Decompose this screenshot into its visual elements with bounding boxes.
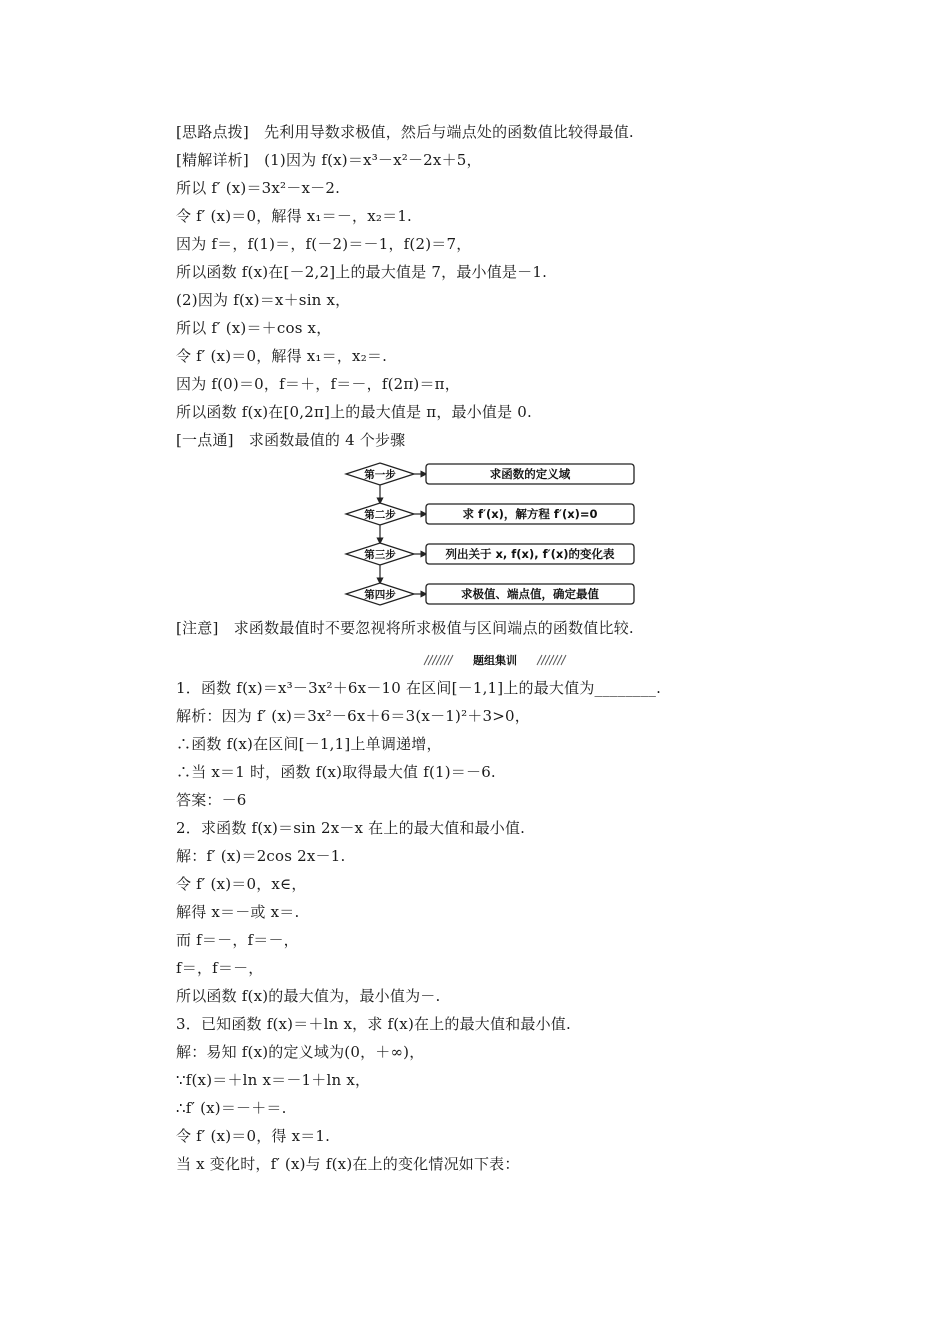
flow-step-2 xyxy=(346,503,634,525)
exercise-line: 令 f′ (x)＝0，x∈， xyxy=(176,875,307,893)
exercise-line: ∴当 x＝1 时，函数 f(x)取得最大值 f(1)＝－6. xyxy=(176,763,496,781)
exercise-line: 令 f′ (x)＝0，得 x＝1. xyxy=(176,1127,331,1145)
exercise-line: 解得 x＝－或 x＝. xyxy=(176,903,300,921)
exercise-line: 解：易知 f(x)的定义域为(0，＋∞)， xyxy=(176,1043,425,1061)
banner-title: 题组集训 xyxy=(473,654,517,667)
exercise-line: ∴f′ (x)＝－＋＝. xyxy=(176,1099,287,1117)
step-action: 求极值、端点值，确定最值 xyxy=(461,587,599,601)
step-label: 第三步 xyxy=(364,549,396,561)
tip-heading: [一点通] 求函数最值的 4 个步骤 xyxy=(176,431,406,449)
exercise-line: 解：f′ (x)＝2cos 2x－1. xyxy=(176,847,346,865)
solution-line: 所以 f′ (x)＝3x²－x－2. xyxy=(176,179,341,197)
steps-flowchart xyxy=(344,460,638,610)
exercise-line: 答案：－6 xyxy=(176,791,247,809)
solution-line: 所以函数 f(x)在[0,2π]上的最大值是 π，最小值是 0. xyxy=(176,403,533,421)
solution-line: [精解详析] (1)因为 f(x)＝x³－x²－2x＋5， xyxy=(176,151,482,169)
solution-line: 因为 f(0)＝0，f＝＋，f＝－，f(2π)＝π， xyxy=(176,375,460,393)
step-label: 第二步 xyxy=(364,509,396,521)
hint-line: [思路点拨] 先利用导数求极值，然后与端点处的函数值比较得最值. xyxy=(176,123,634,141)
step-action: 求函数的定义域 xyxy=(489,467,571,481)
solution-line: 所以函数 f(x)在[－2,2]上的最大值是 7，最小值是－1. xyxy=(176,263,548,281)
exercise-line: f＝，f＝－， xyxy=(176,959,264,977)
exercise-line: 而 f＝－，f＝－， xyxy=(176,931,299,949)
exercise-line: 所以函数 f(x)的最大值为，最小值为－. xyxy=(176,987,441,1005)
solution-line: 令 f′ (x)＝0，解得 x₁＝－，x₂＝1. xyxy=(176,207,413,225)
solution-line: 令 f′ (x)＝0，解得 x₁＝，x₂＝. xyxy=(176,347,388,365)
exercise-line: 当 x 变化时，f′ (x)与 f(x)在上的变化情况如下表： xyxy=(176,1155,520,1173)
section-banner xyxy=(0,650,950,670)
step-label: 第一步 xyxy=(364,469,396,481)
step-label: 第四步 xyxy=(364,589,396,601)
exercise-line: 1．函数 f(x)＝x³－3x²＋6x－10 在区间[－1,1]上的最大值为________. xyxy=(176,679,662,697)
exercise-line: 解析：因为 f′ (x)＝3x²－6x＋6＝3(x－1)²＋3>0， xyxy=(176,707,530,725)
flow-step-1 xyxy=(346,463,634,485)
note-line: [注意] 求函数最值时不要忽视将所求极值与区间端点的函数值比较. xyxy=(176,619,634,637)
flow-step-4 xyxy=(346,583,634,605)
solution-line: 因为 f＝，f(1)＝，f(－2)＝－1，f(2)＝7， xyxy=(176,235,472,253)
exercise-line: 3．已知函数 f(x)＝＋ln x，求 f(x)在上的最大值和最小值. xyxy=(176,1015,571,1033)
exercise-line: 2．求函数 f(x)＝sin 2x－x 在上的最大值和最小值. xyxy=(176,819,526,837)
exercise-line: ∴函数 f(x)在区间[－1,1]上单调递增， xyxy=(176,735,442,753)
solution-line: (2)因为 f(x)＝x＋sin x， xyxy=(176,291,351,309)
step-action: 列出关于 x, f(x), f′(x)的变化表 xyxy=(445,547,615,561)
solution-line: 所以 f′ (x)＝＋cos x， xyxy=(176,319,332,337)
exercise-line: ∵f(x)＝＋ln x＝－1＋ln x， xyxy=(176,1071,371,1089)
step-action: 求 f′(x)，解方程 f′(x)=0 xyxy=(462,507,598,521)
flow-step-3 xyxy=(346,543,634,565)
banner-decoration xyxy=(420,650,570,670)
